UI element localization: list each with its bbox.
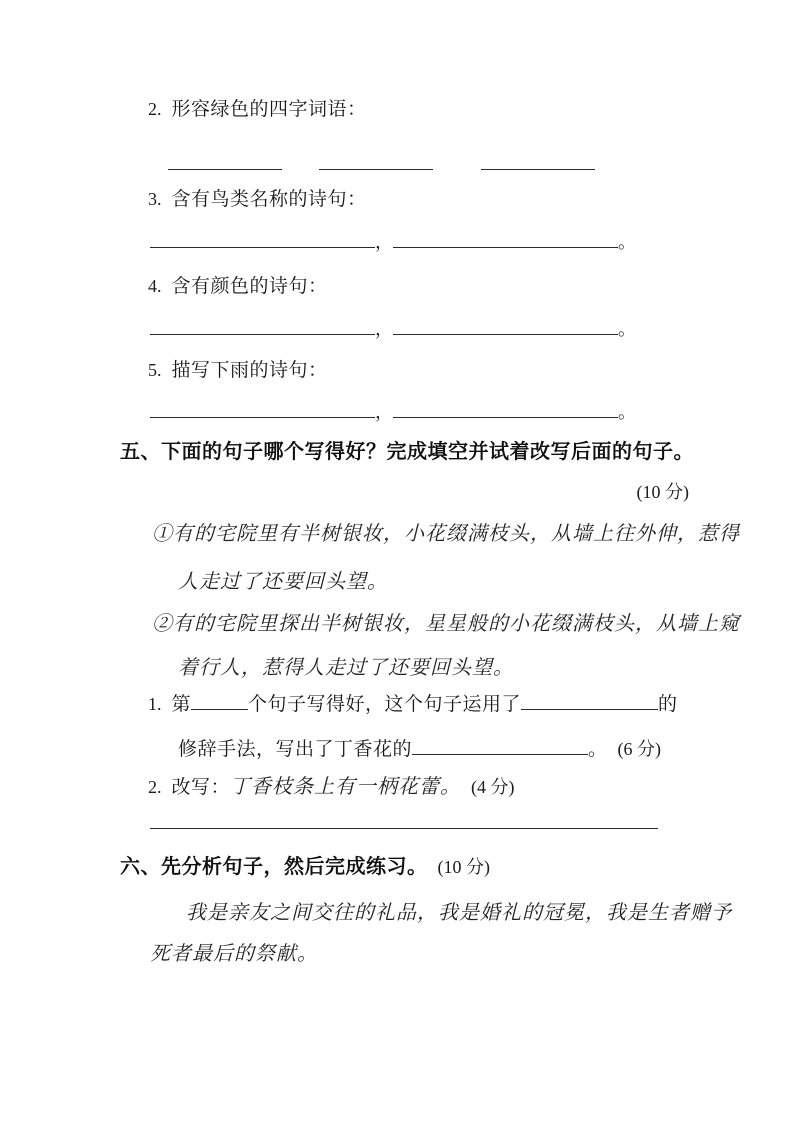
q2-label: 改写：: [171, 777, 231, 798]
answer-blank: [481, 150, 595, 170]
couplet-comma: ，: [375, 319, 393, 339]
item-2-number: 2.: [148, 99, 162, 119]
question-item-5: [148, 355, 328, 382]
item-2-label: 形容绿色的四字词语：: [171, 99, 367, 120]
item-3-number: 3.: [148, 189, 162, 209]
couplet-period: 。: [618, 319, 636, 339]
section-6-passage-line-2: 死者最后的祭献。: [150, 943, 318, 965]
q2-sentence: 丁香枝条上有一柄花蕾。: [230, 776, 462, 798]
sentence-2-line-1: ②有的宅院里探出半树银妆，星星般的小花缀满枝头，从墙上窥: [152, 613, 740, 635]
sentence-2-line-2: 着行人，惹得人走过了还要回头望。: [178, 657, 514, 679]
section-6-heading-row: [120, 850, 490, 879]
section-5-heading: 五、下面的句子哪个写得好？完成填空并试着改写后面的句子。: [120, 441, 694, 463]
answer-rule-line: [150, 828, 658, 829]
q1-text-5: 。: [588, 739, 608, 760]
item-3-blanks: [150, 228, 636, 254]
item-4-blanks: [150, 315, 636, 341]
q1-text-3: 的: [658, 694, 678, 715]
section-6-heading: 六、先分析句子，然后完成练习。: [120, 856, 428, 878]
sub-question-1-line-2: [178, 734, 661, 761]
sub-question-1-line-1: [148, 689, 678, 716]
sentence-1-line-1: ①有的宅院里有半树银妆，小花缀满枝头，从墙上往外伸，惹得: [152, 523, 740, 545]
couplet-period: 。: [618, 402, 636, 422]
answer-blank: [393, 228, 618, 248]
answer-blank: [150, 315, 375, 335]
answer-blank: [393, 315, 618, 335]
answer-blank: [150, 228, 375, 248]
item-2-blanks: [168, 150, 595, 175]
couplet-period: 。: [618, 232, 636, 252]
item-3-label: 含有鸟类名称的诗句：: [171, 189, 367, 210]
answer-blank: [319, 150, 433, 170]
section-6-passage-line-1: 我是亲友之间交往的礼品，我是婚礼的冠冕，我是生者赠予: [186, 902, 732, 924]
item-5-label: 描写下雨的诗句：: [171, 360, 328, 381]
couplet-comma: ，: [375, 402, 393, 422]
sentence-1-line-2: 人走过了还要回头望。: [178, 571, 388, 593]
item-4-number: 4.: [148, 276, 162, 296]
answer-blank: [168, 150, 282, 170]
q1-text-2: 个句子写得好，这个句子运用了: [248, 694, 522, 715]
item-5-number: 5.: [148, 360, 162, 380]
question-item-3: [148, 184, 367, 211]
answer-blank: [521, 690, 658, 710]
section-6-points: (10 分): [437, 857, 490, 877]
item-4-label: 含有颜色的诗句：: [171, 276, 328, 297]
answer-blank: [191, 690, 248, 710]
q1-text-1: 第: [171, 694, 192, 715]
question-item-2: [148, 94, 367, 121]
q1-text-4: 修辞手法，写出了丁香花的: [178, 739, 413, 760]
section-5-points: (10 分): [636, 482, 689, 502]
question-item-4: [148, 271, 328, 298]
sub-question-2-number: 2.: [148, 777, 162, 797]
couplet-comma: ，: [375, 232, 393, 252]
sub-question-2: [148, 770, 515, 799]
answer-blank: [393, 398, 618, 418]
sub-question-1-number: 1.: [148, 694, 162, 714]
answer-blank: [150, 398, 375, 418]
q2-points: (4 分): [471, 777, 515, 797]
item-5-blanks: [150, 398, 636, 424]
q1-points: (6 分): [617, 739, 662, 759]
answer-blank: [412, 735, 588, 755]
